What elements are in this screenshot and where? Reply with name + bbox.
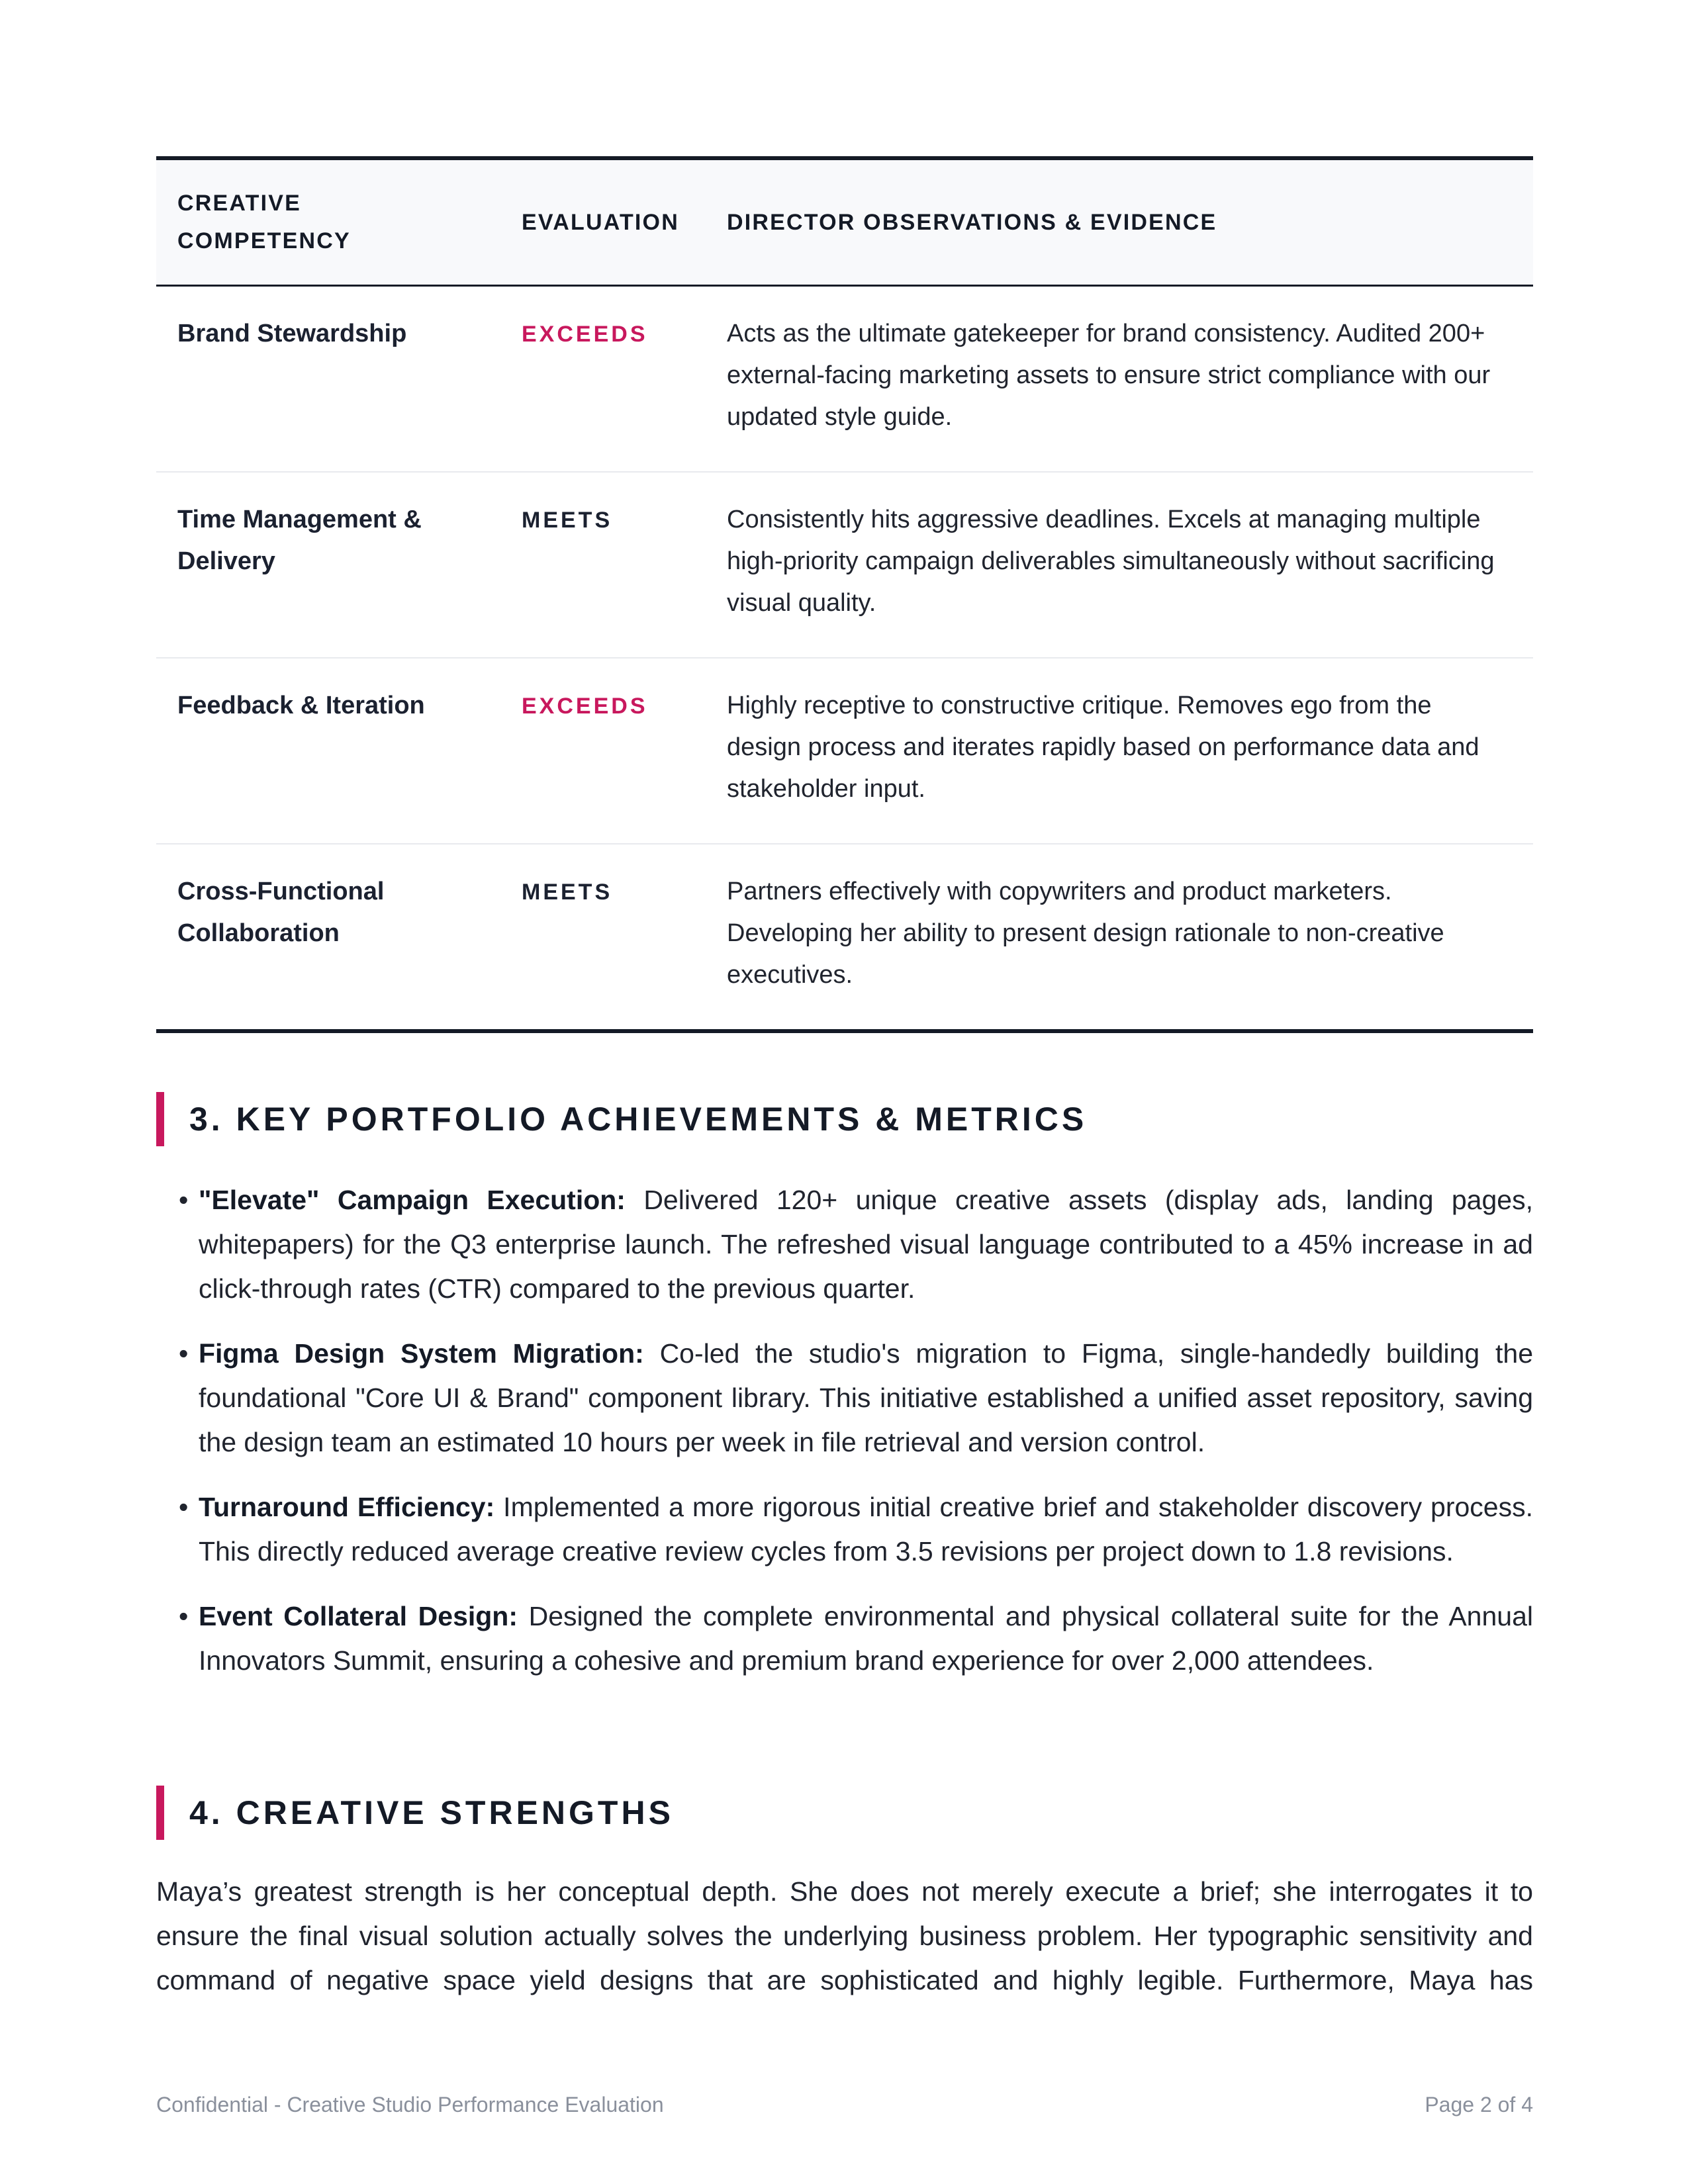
competency-cell: Time Management & Delivery bbox=[177, 506, 422, 575]
achievement-text: Implemented a more rigorous initial creative brief and stakeholder discovery process. This directly reduced average creative review cycles from 3.5 revisions per project down to 1.8 revisions. bbox=[199, 1492, 1533, 1567]
achievement-text: Delivered 120+ unique creative assets (display ads, landing pages, whitepapers) for the Q3 enterprise launch. The refreshed visual language contributed to a 45% increase in ad click-through rates (CTR) compared to the previous quarter. bbox=[199, 1185, 1533, 1304]
competency-cell: Cross-Functional Collaboration bbox=[177, 878, 385, 947]
list-item bbox=[156, 1178, 1533, 1311]
table-row bbox=[156, 472, 1533, 658]
table-row bbox=[156, 658, 1533, 844]
heading-accent-bar bbox=[156, 1092, 164, 1146]
achievement-lead: Event Collateral Design: bbox=[199, 1601, 518, 1631]
table-header-row bbox=[156, 158, 1533, 286]
page-footer bbox=[156, 2093, 1533, 2117]
section-heading-achievements bbox=[156, 1092, 1533, 1146]
list-item bbox=[156, 1594, 1533, 1683]
achievement-lead: Figma Design System Migration: bbox=[199, 1338, 644, 1369]
rating-badge: EXCEEDS bbox=[522, 322, 648, 347]
heading-accent-bar bbox=[156, 1786, 164, 1840]
table-row bbox=[156, 286, 1533, 473]
section-title: 4. CREATIVE STRENGTHS bbox=[189, 1794, 674, 1831]
rating-badge: EXCEEDS bbox=[522, 694, 648, 719]
bullet-icon: • bbox=[179, 1338, 189, 1369]
competency-evaluation-table bbox=[156, 156, 1533, 1033]
header-evaluation: EVALUATION bbox=[522, 209, 679, 235]
footer-confidential-label: Confidential - Creative Studio Performance Evaluation bbox=[156, 2093, 664, 2116]
page-number: Page 2 of 4 bbox=[1425, 2093, 1533, 2116]
table-row bbox=[156, 844, 1533, 1031]
section-heading-strengths bbox=[156, 1786, 1533, 1840]
list-item bbox=[156, 1485, 1533, 1574]
header-competency: CREATIVE COMPETENCY bbox=[177, 191, 351, 253]
observation-cell: Acts as the ultimate gatekeeper for brand consistency. Audited 200+ external-facing marketing assets to ensure strict compliance with our updated style guide. bbox=[727, 320, 1491, 431]
section-title: 3. KEY PORTFOLIO ACHIEVEMENTS & METRICS bbox=[189, 1101, 1088, 1138]
achievement-lead: "Elevate" Campaign Execution: bbox=[199, 1185, 626, 1215]
rating-badge: MEETS bbox=[522, 508, 613, 533]
bullet-icon: • bbox=[179, 1601, 189, 1631]
rating-badge: MEETS bbox=[522, 880, 613, 905]
competency-cell: Brand Stewardship bbox=[177, 320, 407, 347]
table-body bbox=[156, 286, 1533, 1032]
bullet-icon: • bbox=[179, 1185, 189, 1215]
bullet-icon: • bbox=[179, 1492, 189, 1522]
observation-cell: Partners effectively with copywriters and product marketers. Developing her ability to present design rationale to non-creative executives. bbox=[727, 878, 1444, 989]
achievement-text: Designed the complete environmental and physical collateral suite for the Annual Innovators Summit, ensuring a cohesive and premium brand experience for over 2,000 attendees. bbox=[199, 1601, 1533, 1676]
table-header bbox=[156, 158, 1533, 286]
evaluation-cell bbox=[500, 658, 706, 844]
achievement-text: Co-led the studio's migration to Figma, single-handedly building the foundational "Core UI & Brand" component library. This initiative established a unified asset repository, saving the design team an estimated 10 hours per week in file retrieval and version control. bbox=[199, 1338, 1533, 1457]
evaluation-cell bbox=[500, 286, 706, 473]
achievement-lead: Turnaround Efficiency: bbox=[199, 1492, 495, 1522]
list-item bbox=[156, 1332, 1533, 1465]
header-observations: DIRECTOR OBSERVATIONS & EVIDENCE bbox=[727, 209, 1217, 235]
observation-cell: Highly receptive to constructive critique. Removes ego from the design process and iterates rapidly based on performance data and stakeholder input. bbox=[727, 692, 1479, 803]
achievements-list bbox=[156, 1178, 1533, 1704]
observation-cell: Consistently hits aggressive deadlines. Excels at managing multiple high-priority campaign deliverables simultaneously without sacrificing visual quality. bbox=[727, 506, 1495, 617]
strengths-paragraph: Maya’s greatest strength is her conceptual depth. She does not merely execute a brief; she interrogates it to ensure the final visual solution actually solves the underlying business problem. Her typographic sensitivity and command of negative space yield designs that are sophisticated and highly legible. Furthermore, Maya has bbox=[156, 1876, 1533, 1995]
evaluation-cell bbox=[500, 844, 706, 1031]
competency-cell: Feedback & Iteration bbox=[177, 692, 425, 719]
evaluation-cell bbox=[500, 472, 706, 658]
